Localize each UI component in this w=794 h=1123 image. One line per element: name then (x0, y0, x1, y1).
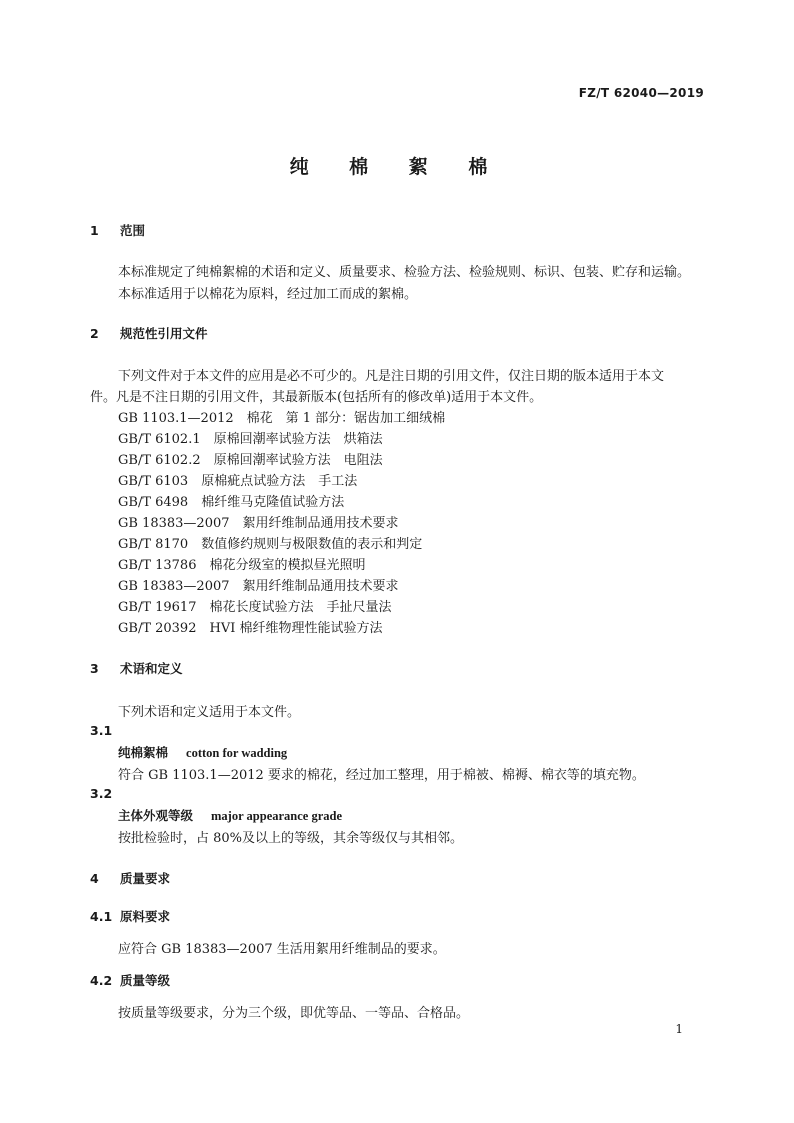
paragraph: 按质量等级要求，分为三个级，即优等品、一等品、合格品。 (118, 1006, 470, 1021)
section-1-heading (90, 221, 145, 239)
subsection-4-2-heading (90, 971, 170, 989)
subsection-number: 4.2 (90, 973, 113, 988)
term-chinese: 纯棉絮棉 (118, 745, 169, 760)
section-title: 术语和定义 (120, 661, 183, 676)
term-entry (118, 806, 342, 824)
reference-item: GB/T 13786 棉花分级室的模拟昼光照明 (118, 558, 366, 573)
term-number: 3.2 (90, 786, 113, 801)
document-title: 纯 棉 絮 棉 (289, 156, 505, 178)
subsection-4-1-heading (90, 907, 170, 925)
page-number: 1 (675, 1022, 683, 1036)
term-entry (118, 743, 287, 761)
section-title: 范围 (120, 223, 146, 238)
reference-item: GB/T 6103 原棉疵点试验方法 手工法 (118, 474, 358, 489)
paragraph: 下列文件对于本文件的应用是必不可少的。凡是注日期的引用文件，仅注日期的版本适用于本文 (118, 369, 665, 384)
reference-item: GB 18383—2007 絮用纤维制品通用技术要求 (118, 516, 399, 531)
section-number: 2 (90, 326, 99, 341)
section-title: 质量要求 (120, 871, 171, 886)
reference-item: GB/T 19617 棉花长度试验方法 手扯尺量法 (118, 600, 392, 615)
section-title: 规范性引用文件 (120, 326, 208, 341)
paragraph: 本标准适用于以棉花为原料，经过加工而成的絮棉。 (118, 287, 418, 302)
term-chinese: 主体外观等级 (118, 808, 194, 823)
term-definition: 按批检验时，占 80%及以上的等级，其余等级仅与其相邻。 (118, 831, 464, 846)
reference-item: GB 1103.1—2012 棉花 第 1 部分：锯齿加工细绒棉 (118, 411, 446, 426)
reference-item: GB/T 6102.2 原棉回潮率试验方法 电阻法 (118, 453, 383, 468)
reference-item: GB/T 8170 数值修约规则与极限数值的表示和判定 (118, 537, 423, 552)
section-3-heading (90, 659, 183, 677)
reference-item: GB/T 20392 HVI 棉纤维物理性能试验方法 (118, 621, 383, 636)
section-number: 1 (90, 223, 99, 238)
paragraph: 件。凡是不注日期的引用文件，其最新版本(包括所有的修改单)适用于本文件。 (90, 390, 543, 405)
section-number: 4 (90, 871, 99, 886)
term-english: cotton for wadding (186, 746, 288, 760)
term-definition: 符合 GB 1103.1—2012 要求的棉花，经过加工整理，用于棉被、棉褥、棉衣等的填充物。 (118, 768, 645, 783)
section-4-heading (90, 869, 170, 887)
section-number: 3 (90, 661, 99, 676)
subsection-title: 质量等级 (120, 973, 171, 988)
paragraph: 应符合 GB 18383—2007 生活用絮用纤维制品的要求。 (118, 942, 446, 957)
subsection-number: 4.1 (90, 909, 113, 924)
term-english: major appearance grade (211, 809, 343, 823)
term-number: 3.1 (90, 723, 113, 738)
subsection-title: 原料要求 (120, 909, 171, 924)
standard-code: FZ/T 62040—2019 (578, 86, 704, 100)
reference-item: GB/T 6498 棉纤维马克隆值试验方法 (118, 495, 345, 510)
paragraph: 本标准规定了纯棉絮棉的术语和定义、质量要求、检验方法、检验规则、标识、包装、贮存和运输。 (118, 265, 691, 280)
paragraph: 下列术语和定义适用于本文件。 (118, 705, 301, 720)
section-2-heading (90, 324, 208, 342)
reference-item: GB/T 6102.1 原棉回潮率试验方法 烘箱法 (118, 432, 383, 447)
reference-item: GB 18383—2007 絮用纤维制品通用技术要求 (118, 579, 399, 594)
